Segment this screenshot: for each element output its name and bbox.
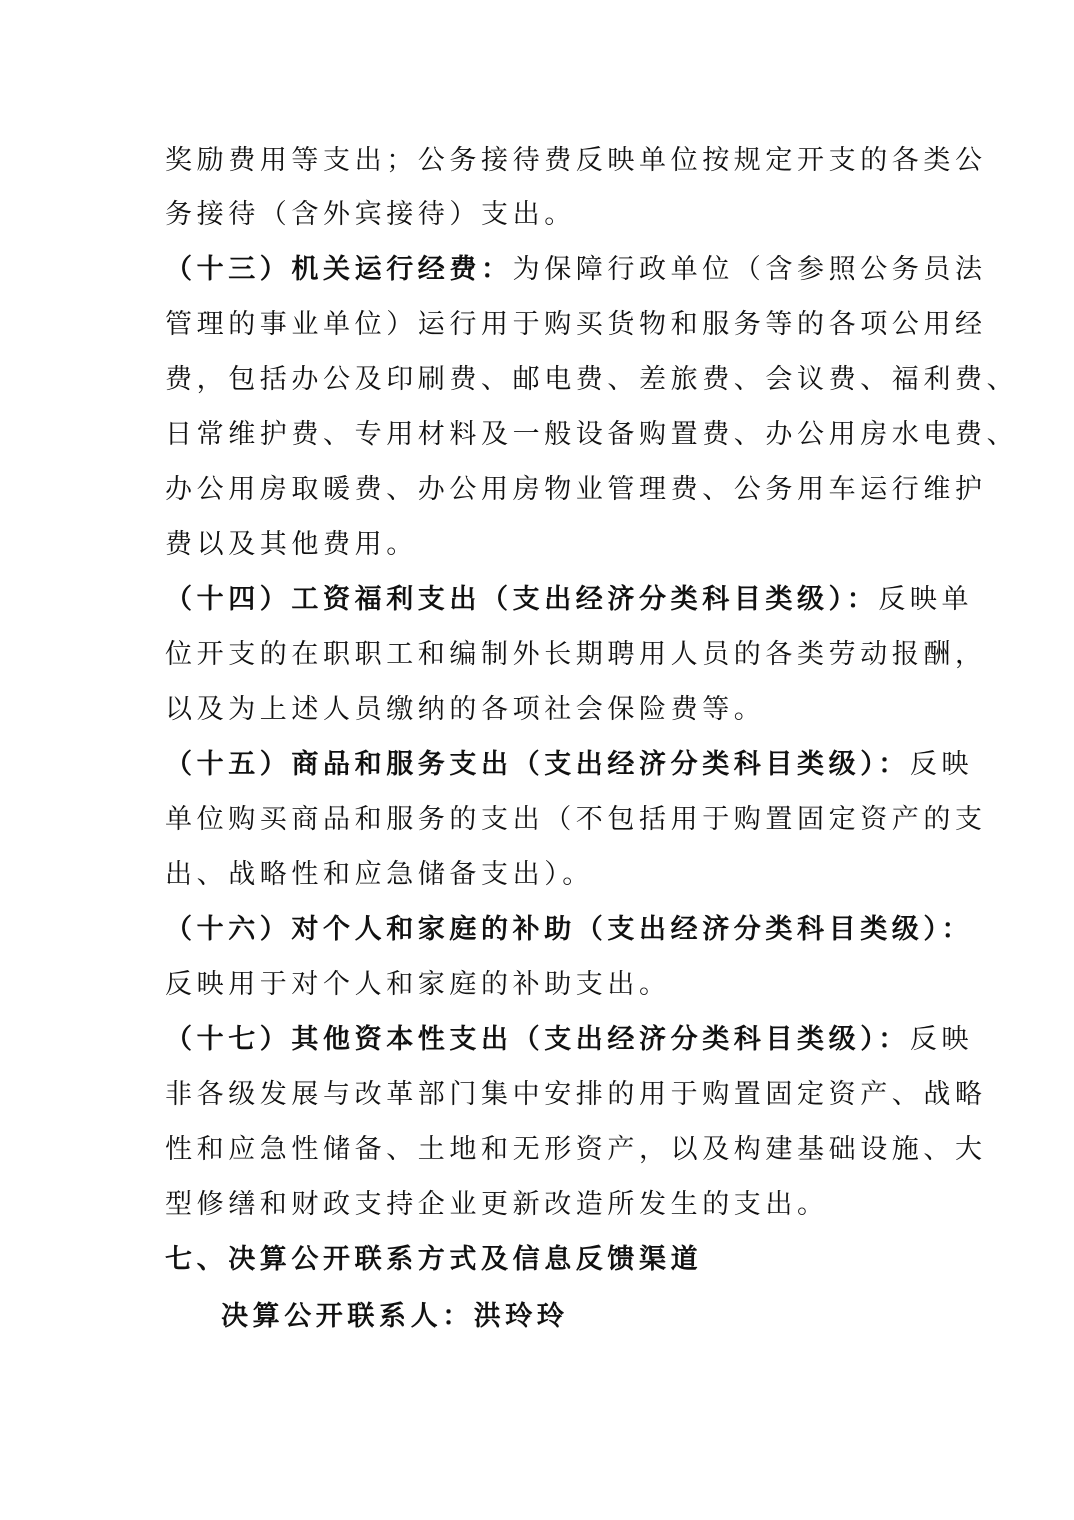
contact-person: 决算公开联系人：洪玲玲 <box>221 1301 569 1332</box>
text-line: 单位购买商品和服务的支出（不包括用于购置固定资产的支 <box>165 804 987 835</box>
text-line: 奖励费用等支出；公务接待费反映单位按规定开支的各类公 <box>165 145 987 176</box>
text-line: 型修缮和财政支持企业更新改造所发生的支出。 <box>165 1189 829 1220</box>
text-line: 费，包括办公及印刷费、邮电费、差旅费、会议费、福利费、 <box>165 364 1019 395</box>
text-line: 管理的事业单位）运行用于购买货物和服务等的各项公用经 <box>165 309 987 340</box>
section-heading-13: （十三）机关运行经费：为保障行政单位（含参照公务员法 <box>165 254 987 285</box>
text-line: 性和应急性储备、土地和无形资产，以及构建基础设施、大 <box>165 1134 987 1165</box>
section-heading-17: （十七）其他资本性支出（支出经济分类科目类级）：反映 <box>165 1024 974 1055</box>
text-line: 反映用于对个人和家庭的补助支出。 <box>165 969 671 1000</box>
section-heading-14: （十四）工资福利支出（支出经济分类科目类级）：反映单 <box>165 584 974 615</box>
text-line: 出、战略性和应急储备支出）。 <box>165 859 594 890</box>
text-line: 办公用房取暖费、办公用房物业管理费、公务用车运行维护 <box>165 474 987 505</box>
text-line: 非各级发展与改革部门集中安排的用于购置固定资产、战略 <box>165 1079 987 1110</box>
section-heading-15: （十五）商品和服务支出（支出经济分类科目类级）：反映 <box>165 749 974 780</box>
text-line: 位开支的在职职工和编制外长期聘用人员的各类劳动报酬， <box>165 639 987 670</box>
text-line: 以及为上述人员缴纳的各项社会保险费等。 <box>165 694 766 725</box>
text-line: 日常维护费、专用材料及一般设备购置费、办公用房水电费、 <box>165 419 1019 450</box>
text-line: 务接待（含外宾接待）支出。 <box>165 199 576 230</box>
text-line: 费以及其他费用。 <box>165 529 418 560</box>
section-heading-7: 七、决算公开联系方式及信息反馈渠道 <box>165 1244 703 1275</box>
section-heading-16: （十六）对个人和家庭的补助（支出经济分类科目类级）： <box>165 914 974 945</box>
